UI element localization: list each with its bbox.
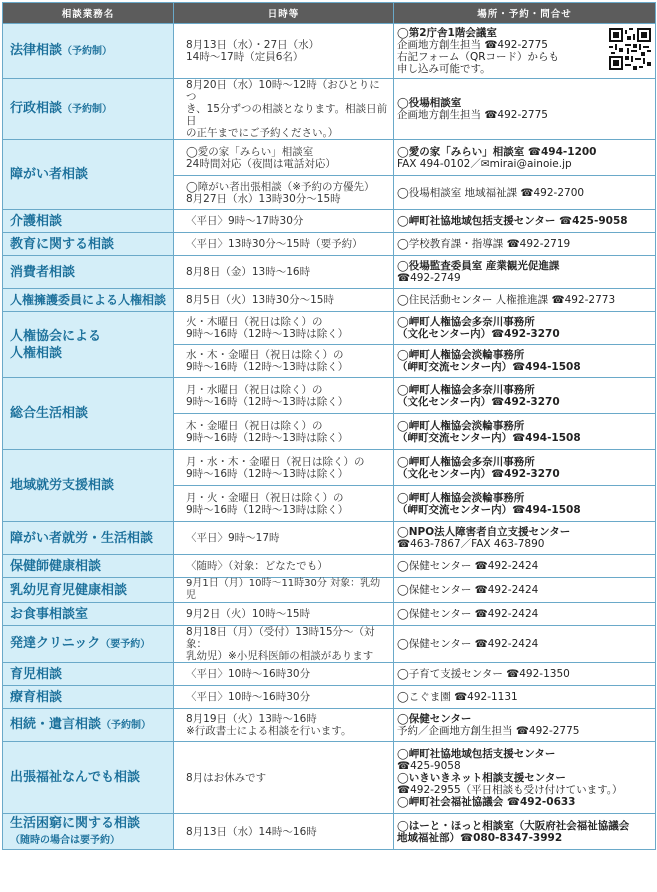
datetime-line: 14時〜17時（定員6名）: [186, 51, 304, 63]
contact-line: ◯岬町人権協会淡輪事務所: [397, 419, 525, 432]
contact-cell: [394, 709, 656, 742]
contact-cell: [394, 345, 656, 378]
datetime-cell: [174, 603, 394, 626]
category-name: 相続・遺言相談: [10, 717, 102, 732]
datetime-line: 8月はお休みです: [186, 771, 267, 784]
header-contact: 場所・予約・問合せ: [394, 3, 656, 24]
datetime-line: 24時間対応（夜間は電話対応）: [186, 157, 336, 170]
qr-code-icon[interactable]: [609, 28, 651, 70]
contact-line: （岬町交流センター内）☎494-1508: [397, 361, 581, 373]
datetime-line: 9時〜16時（12時〜13時は除く）: [186, 503, 349, 516]
category-name: 法律相談: [10, 43, 63, 58]
contact-line: ◯保健センター ☎492-2424: [397, 584, 539, 596]
contact-line: 右記フォーム（QRコード）からも: [397, 51, 560, 63]
datetime-line: 8月27日（水）13時30分〜15時: [186, 192, 341, 205]
table-row: [3, 233, 656, 256]
contact-cell: [394, 414, 656, 450]
datetime-cell: [174, 312, 394, 345]
category-cell: [3, 686, 174, 709]
table-row: [3, 742, 656, 814]
contact-line: ◯NPO法人障害者自立支援センター: [397, 526, 571, 538]
contact-line: ☎492-2749: [397, 272, 461, 284]
contact-cell: [394, 686, 656, 709]
datetime-cell: [174, 686, 394, 709]
table-row: [3, 289, 656, 312]
category-cell: [3, 709, 174, 742]
datetime-line: 9月1日（月）10時〜11時30分 対象：乳幼児: [186, 578, 381, 601]
datetime-cell: [174, 140, 394, 176]
datetime-line: 〈平日〉10時〜16時30分: [186, 691, 311, 703]
contact-line: ◯子育て支援センター ☎492-1350: [397, 668, 570, 680]
table-row: [3, 686, 656, 709]
table-row: [3, 312, 656, 345]
category-cell: [3, 233, 174, 256]
datetime-cell: [174, 79, 394, 140]
datetime-cell: [174, 578, 394, 603]
datetime-line: 〈随時〉（対象：どなたでも）: [186, 560, 328, 572]
contact-line: （文化センター内）☎492-3270: [397, 395, 560, 408]
category-cell: [3, 603, 174, 626]
category-note: （要予約）: [100, 639, 151, 650]
category-name: 障がい者相談: [10, 167, 89, 182]
category-name: 介護相談: [10, 213, 63, 229]
contact-cell: [394, 742, 656, 814]
contact-line: ◯岬町社会福祉協議会 ☎492-0633: [397, 795, 576, 808]
consultation-table: [2, 2, 656, 850]
datetime-cell: [174, 289, 394, 312]
datetime-cell: [174, 522, 394, 555]
datetime-line: 水・木・金曜日（祝日は除く）の: [186, 349, 344, 361]
datetime-cell: [174, 486, 394, 522]
category-cell: [3, 742, 174, 814]
table-row: [3, 256, 656, 289]
contact-cell: [394, 663, 656, 686]
category-name: 地域就労支援相談: [10, 478, 115, 493]
category-name: 療育相談: [10, 689, 63, 705]
contact-line: （岬町交流センター内）☎494-1508: [397, 431, 581, 444]
category-cell: [3, 256, 174, 289]
contact-cell: [394, 289, 656, 312]
datetime-line: 8月13日（水）14時〜16時: [186, 825, 317, 838]
contact-cell: [394, 79, 656, 140]
contact-line: ◯保健センター: [397, 713, 472, 725]
datetime-line: 9月2日（火）10時〜15時: [186, 608, 311, 620]
datetime-line: 9時〜16時（12時〜13時は除く）: [186, 467, 349, 480]
category-name: 人権擁護委員による人権相談: [10, 292, 167, 307]
datetime-cell: [174, 345, 394, 378]
contact-line: ◯岬町人権協会淡輪事務所: [397, 349, 525, 361]
contact-cell: [394, 450, 656, 486]
datetime-cell: [174, 626, 394, 663]
category-note: （予約制）: [62, 104, 113, 115]
table-row: [3, 603, 656, 626]
category-name: 人権協会による: [10, 328, 102, 344]
datetime-cell: [174, 555, 394, 578]
contact-line: ◯学校教育課・指導課 ☎492-2719: [397, 238, 571, 250]
category-name: お食事相談室: [10, 606, 89, 622]
contact-line: ◯役場相談室: [397, 97, 462, 109]
contact-line: （文化センター内）☎492-3270: [397, 467, 560, 480]
datetime-cell: [174, 24, 394, 79]
category-cell: [3, 79, 174, 140]
datetime-line: 〈平日〉10時〜16時30分: [186, 668, 311, 680]
contact-line: ◯役場相談室 地域福祉課 ☎492-2700: [397, 186, 585, 199]
contact-cell: [394, 578, 656, 603]
datetime-cell: [174, 233, 394, 256]
category-cell: [3, 522, 174, 555]
datetime-line: 月・火・金曜日（祝日は除く）の: [186, 491, 344, 504]
table-row: [3, 626, 656, 663]
datetime-cell: [174, 814, 394, 850]
datetime-line: 8月5日（火）13時30分〜15時: [186, 294, 334, 306]
contact-line: ◯保健センター ☎492-2424: [397, 560, 539, 572]
category-name: 障がい者就労・生活相談: [10, 530, 154, 546]
category-cell: [3, 24, 174, 79]
contact-cell: [394, 814, 656, 850]
category-cell: [3, 663, 174, 686]
contact-line: 企画地方創生担当 ☎492-2775: [397, 109, 548, 121]
contact-line: ☎492-2955（平日相談も受け付けています。）: [397, 783, 623, 796]
contact-line: ◯岬町人権協会多奈川事務所: [397, 316, 535, 328]
contact-line: ◯住民活動センター 人権推進課 ☎492-2773: [397, 294, 616, 306]
table-row: [3, 24, 656, 79]
datetime-line: の正午までにご予約ください。）: [186, 127, 339, 139]
table-row: [3, 140, 656, 176]
datetime-line: 月・水曜日（祝日は除く）の: [186, 383, 323, 396]
category-cell: [3, 289, 174, 312]
category-cell: [3, 312, 174, 378]
contact-cell: [394, 24, 656, 79]
contact-cell: [394, 210, 656, 233]
datetime-cell: [174, 210, 394, 233]
contact-line: ◯第2庁舎1階会議室: [397, 27, 497, 39]
category-name: 消費者相談: [10, 264, 76, 280]
datetime-cell: [174, 256, 394, 289]
category-name: 乳幼児育児健康相談: [10, 582, 128, 598]
category-cell: [3, 450, 174, 522]
category-cell: [3, 626, 174, 663]
contact-line: （岬町交流センター内）☎494-1508: [397, 503, 581, 516]
contact-cell: [394, 378, 656, 414]
datetime-line: 火・木曜日（祝日は除く）の: [186, 316, 323, 328]
header-category: 相談業務名: [3, 3, 174, 24]
datetime-line: 乳幼児）※小児科医師の相談があります: [186, 650, 374, 662]
contact-line: ◯役場監査委員室 産業観光促進課: [397, 260, 560, 272]
header-datetime: 日時等: [174, 3, 394, 24]
datetime-cell: [174, 414, 394, 450]
datetime-line: ◯障がい者出張相談（※予約の方優先）: [186, 180, 375, 193]
category-note: （予約制）: [62, 46, 113, 57]
table-row: [3, 450, 656, 486]
table-row: [3, 709, 656, 742]
datetime-cell: [174, 663, 394, 686]
contact-line: ◯岬町社協地域包括支援センター: [397, 747, 556, 760]
datetime-line: 月・水・木・金曜日（祝日は除く）の: [186, 455, 365, 468]
datetime-line: き、15分ずつの相談となります。相談日前日: [186, 103, 388, 127]
datetime-line: ◯愛の家「みらい」相談室: [186, 145, 314, 158]
datetime-line: 9時〜16時（12時〜13時は除く）: [186, 395, 349, 408]
category-cell: [3, 814, 174, 850]
category-name: 行政相談: [10, 101, 63, 116]
datetime-line: 8月18日（月）（受付）13時15分〜（対象：: [186, 626, 375, 650]
contact-line: ◯岬町人権協会多奈川事務所: [397, 455, 535, 468]
contact-cell: [394, 522, 656, 555]
contact-cell: [394, 626, 656, 663]
table-row: [3, 814, 656, 850]
contact-line: ☎425-9058: [397, 759, 461, 772]
category-cell: [3, 378, 174, 450]
contact-cell: [394, 603, 656, 626]
contact-line: 予約／企画地方創生担当 ☎492-2775: [397, 725, 580, 737]
table-row: [3, 522, 656, 555]
contact-line: 企画地方創生担当 ☎492-2775: [397, 39, 548, 51]
contact-line: ◯はーと・ほっと相談室（大阪府社会福祉協議会: [397, 819, 630, 832]
datetime-cell: [174, 450, 394, 486]
datetime-cell: [174, 709, 394, 742]
contact-line: 申し込み可能です。: [397, 63, 491, 75]
datetime-line: 9時〜16時（12時〜13時は除く）: [186, 328, 349, 340]
category-name: 人権相談: [10, 345, 63, 361]
datetime-line: ※行政書士による相談を行います。: [186, 725, 352, 737]
contact-cell: [394, 256, 656, 289]
datetime-line: 8月20日（水）10時〜12時（おひとりにつ: [186, 79, 380, 103]
table-row: [3, 79, 656, 140]
table-row: [3, 378, 656, 414]
category-cell: [3, 210, 174, 233]
contact-line: ◯こぐま園 ☎492-1131: [397, 691, 518, 703]
contact-line: ◯岬町人権協会淡輪事務所: [397, 491, 525, 504]
contact-line: ☎463-7867／FAX 463-7890: [397, 538, 545, 550]
category-cell: [3, 555, 174, 578]
datetime-line: 8月19日（火）13時〜16時: [186, 713, 317, 725]
datetime-line: 9時〜16時（12時〜13時は除く）: [186, 361, 349, 373]
category-cell: [3, 140, 174, 210]
category-name: 出張福祉なんでも相談: [10, 770, 141, 785]
contact-line: ◯いきいきネット相談支援センター: [397, 771, 566, 784]
category-name: 生活困窮に関する相談: [10, 815, 141, 831]
datetime-cell: [174, 742, 394, 814]
contact-line: ◯岬町人権協会多奈川事務所: [397, 383, 535, 396]
table-row: [3, 555, 656, 578]
datetime-line: 8月13日（水）・27日（水）: [186, 39, 320, 51]
contact-line: FAX 494-0102／✉mirai@ainoie.jp: [397, 157, 572, 170]
category-note: （随時の場合は要予約）: [10, 834, 120, 846]
contact-cell: [394, 176, 656, 210]
category-cell: [3, 578, 174, 603]
table-row: [3, 210, 656, 233]
contact-line: ◯岬町社協地域包括支援センター ☎425-9058: [397, 215, 628, 227]
datetime-line: 〈平日〉9時〜17時: [186, 532, 280, 544]
category-name: 育児相談: [10, 666, 63, 682]
datetime-line: 8月8日（金）13時〜16時: [186, 266, 311, 278]
contact-line: ◯愛の家「みらい」相談室 ☎494-1200: [397, 145, 597, 158]
contact-line: ◯保健センター ☎492-2424: [397, 638, 539, 650]
category-name: 発達クリニック: [10, 636, 101, 651]
datetime-line: 〈平日〉9時〜17時30分: [186, 215, 304, 227]
category-name: 教育に関する相談: [10, 236, 115, 252]
datetime-cell: [174, 378, 394, 414]
contact-cell: [394, 486, 656, 522]
datetime-line: 〈平日〉13時30分〜15時（要予約）: [186, 238, 363, 250]
contact-cell: [394, 140, 656, 176]
contact-line: 地域福祉部）☎080-8347-3992: [397, 831, 563, 844]
category-note: （予約制）: [101, 720, 152, 731]
table-row: [3, 578, 656, 603]
contact-line: （文化センター内）☎492-3270: [397, 328, 560, 340]
table-row: [3, 663, 656, 686]
category-name: 保健師健康相談: [10, 558, 102, 574]
datetime-line: 木・金曜日（祝日は除く）の: [186, 419, 323, 432]
contact-cell: [394, 233, 656, 256]
contact-cell: [394, 312, 656, 345]
contact-cell: [394, 555, 656, 578]
datetime-cell: [174, 176, 394, 210]
datetime-line: 9時〜16時（12時〜13時は除く）: [186, 431, 349, 444]
category-name: 総合生活相談: [10, 406, 89, 421]
header-row: [3, 3, 656, 24]
contact-line: ◯保健センター ☎492-2424: [397, 608, 539, 620]
